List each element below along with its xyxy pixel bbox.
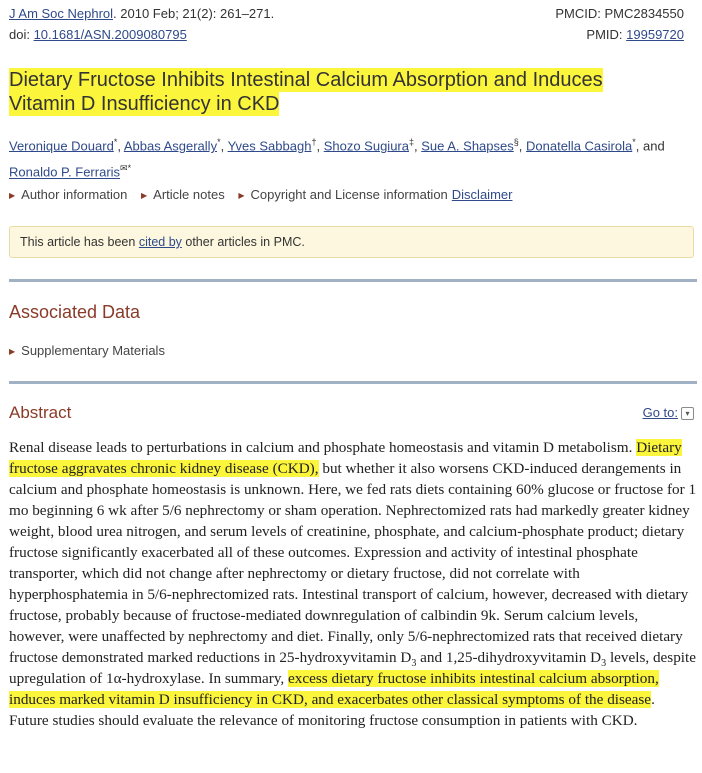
affiliation-mark: † bbox=[311, 137, 317, 147]
triangle-right-icon: ▶ bbox=[9, 347, 16, 356]
article-meta-links bbox=[9, 186, 512, 206]
doi-label: doi: bbox=[9, 27, 34, 42]
author-link[interactable]: Abbas Asgerally bbox=[123, 138, 218, 154]
pmid-label: PMID: bbox=[586, 27, 627, 42]
supplementary-materials-toggle[interactable]: ▶ Supplementary Materials bbox=[9, 343, 165, 358]
abstract-heading: Abstract bbox=[9, 403, 72, 422]
author-link[interactable]: Yves Sabbagh bbox=[227, 138, 312, 154]
title-text: Dietary Fructose Inhibits Intestinal Calcium Absorption and Induces Vitamin D Insufficiency in CKD bbox=[9, 69, 603, 115]
triangle-right-icon: ▶ bbox=[238, 191, 245, 200]
pmid-link[interactable]: 19959720 bbox=[626, 27, 684, 42]
article-notes-toggle[interactable]: ▶ Article notes bbox=[141, 187, 225, 202]
email-icon[interactable]: ✉ bbox=[120, 163, 128, 174]
highlight: excess dietary fructose inhibits intestinal calcium absorption, induces marked vitamin D insufficiency in CKD, and exacerbates other classical symptoms of the disease bbox=[9, 670, 659, 708]
goto-menu[interactable] bbox=[643, 405, 694, 420]
citation-details: . 2010 Feb; 21(2): 261–271. bbox=[113, 6, 275, 21]
affiliation-mark: * bbox=[632, 137, 636, 147]
affiliation-mark: * bbox=[113, 137, 118, 147]
author-link[interactable]: Shozo Sugiura bbox=[323, 138, 409, 154]
pmid bbox=[586, 26, 684, 43]
author-info-toggle[interactable]: ▶ Author information bbox=[9, 187, 128, 202]
abstract-text: Renal disease leads to perturbations in calcium and phosphate homeostasis and vitamin D metabolism. Dietary fructose aggravates chronic kidney disease (CKD), but whether it also worsens CKD-induced derangements in calcium and phosphate homeostasis is unknown. Here, we fed rats diets containing 60% glucose or fructose for 1 mo beginning 6 wk after 5/6 nephrectomy or sham operation. Nephrectomized rats had markedly greater kidney weight, blood urea nitrogen, and serum levels of creatinine, phosphate, and calcium-phosphate product; dietary fructose significantly exacerbated all of these outcomes. Expression and activity of intestinal phosphate transporter, which did not change after nephrectomy or dietary fructose, did not correlate with hyperphosphatemia in 5/6-nephrectomized rats. Intestinal transport of calcium, however, decreased with dietary fructose, probably because of fructose-mediated downregulation of calbindin 9k. Serum calcium levels, however, were unaffected by nephrectomy and diet. Finally, only 5/6-nephrectomized rats that received dietary fructose demonstrated marked reductions in 25-hydroxyvitamin $D_3$ and 1,25-dihydroxyvitamin $D_3$ levels, despite upregulation of 1α-hydroxylase. In summary, excess dietary fructose inhibits intestinal calcium absorption, induces marked vitamin D insufficiency in CKD, and exacerbates other classical symptoms of the disease. Future studies should evaluate the relevance of monitoring fructose consumption in patients with CKD. bbox=[9, 439, 697, 729]
affiliation-mark: § bbox=[513, 137, 519, 147]
authors-and: and bbox=[642, 138, 665, 154]
affiliation-mark: ‡ bbox=[408, 137, 414, 147]
doi-link[interactable]: 10.1681/ASN.2009080795 bbox=[33, 27, 187, 42]
highlight: Dietary fructose aggravates chronic kidney disease (CKD), bbox=[9, 439, 682, 477]
doi-row bbox=[9, 26, 684, 43]
author-link[interactable]: Donatella Casirola bbox=[526, 138, 633, 154]
triangle-right-icon: ▶ bbox=[9, 191, 16, 200]
goto-label[interactable]: Go to: bbox=[642, 405, 678, 420]
cited-by-link[interactable]: cited by bbox=[138, 235, 182, 249]
author-link[interactable]: Ronaldo P. Ferraris bbox=[9, 164, 121, 180]
author-link[interactable]: Sue A. Shapses bbox=[421, 138, 514, 154]
pmcid: PMCID: PMC2834550 bbox=[555, 6, 684, 21]
disclaimer-link[interactable]: Disclaimer bbox=[451, 187, 513, 202]
triangle-right-icon: ▶ bbox=[141, 191, 148, 200]
associated-data-heading: Associated Data bbox=[9, 302, 141, 322]
citation-row bbox=[9, 5, 684, 22]
copyright-toggle[interactable]: ▶ Copyright and License information bbox=[238, 187, 448, 202]
article-title bbox=[9, 68, 649, 116]
section-divider bbox=[9, 279, 697, 282]
author-link[interactable]: Veronique Douard bbox=[9, 138, 114, 154]
section-divider bbox=[9, 381, 697, 384]
affiliation-mark: * bbox=[217, 137, 221, 147]
journal-link[interactable]: J Am Soc Nephrol bbox=[9, 6, 114, 21]
affiliation-mark: * bbox=[127, 163, 132, 174]
chevron-down-icon[interactable]: ▾ bbox=[681, 407, 694, 420]
author-list: Veronique Douard*, Abbas Asgerally*, Yves Sabbagh†, Shozo Sugiura‡, Sue A. Shapses§, Donatella Casirola*, and Ronaldo P. Ferraris✉* bbox=[9, 137, 665, 180]
cited-by-notice: This article has been cited by other articles in PMC. bbox=[9, 226, 694, 258]
